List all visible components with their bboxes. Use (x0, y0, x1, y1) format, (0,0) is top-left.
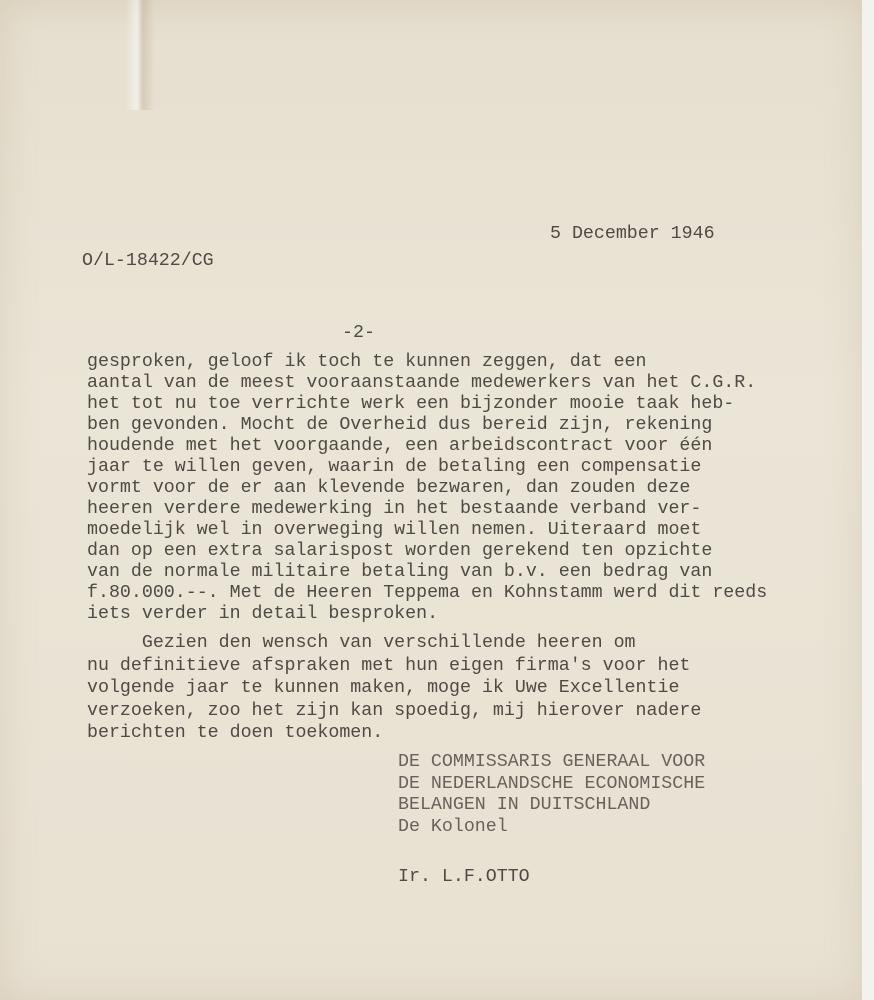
page-number: -2- (342, 323, 375, 343)
text-line: heeren verdere medewerking in het bestaande verband ver- (87, 499, 702, 519)
letter-date: 5 December 1946 (550, 224, 715, 244)
text-line: van de normale militaire betaling van b.v. een bedrag van (87, 562, 713, 582)
text-line: gesproken, geloof ik toch te kunnen zeggen, dat een (87, 352, 647, 372)
text-line: f.80.000.--. Met de Heeren Teppema en Kohnstamm werd dit reeds (87, 583, 768, 603)
signatory-name: Ir. L.F.OTTO (398, 867, 530, 887)
text-line: berichten te doen toekomen. (87, 723, 384, 743)
signature-line: DE COMMISSARIS GENERAAL VOOR (398, 752, 706, 772)
text-line: aantal van de meest vooraanstaande medewerkers van het C.G.R. (87, 373, 757, 393)
text-line: dan op een extra salarispost worden gerekend ten opzichte (87, 541, 713, 561)
text-line: ben gevonden. Mocht de Overheid dus bereid zijn, rekening (87, 415, 713, 435)
text-line: vormt voor de er aan klevende bezwaren, dan zouden deze (87, 478, 691, 498)
signature-line: De Kolonel (398, 816, 508, 837)
text-line: het tot nu toe verrichte werk een bijzonder mooie taak heb- (87, 394, 735, 414)
text-line: volgende jaar te kunnen maken, moge ik Uwe Excellentie (87, 678, 680, 698)
signature-line: BELANGEN IN DUITSCHLAND (398, 795, 651, 815)
signature-block (398, 752, 838, 838)
text-line: iets verder in detail besproken. (87, 604, 439, 624)
paper-crease (125, 0, 155, 110)
reference-number: O/L-18422/CG (82, 251, 214, 271)
text-line: houdende met het voorgaande, een arbeidscontract voor één (87, 436, 713, 456)
text-line: moedelijk wel in overweging willen nemen. Uiteraard moet (87, 520, 702, 540)
text-line: verzoeken, zoo het zijn kan spoedig, mij hierover nadere (87, 700, 702, 721)
body-paragraph-2 (87, 632, 847, 745)
text-line: nu definitieve afspraken met hun eigen firma's voor het (87, 655, 691, 676)
text-line: jaar te willen geven, waarin de betaling een compensatie (87, 457, 702, 477)
body-paragraph-1 (87, 352, 847, 625)
signature-line: DE NEDERLANDSCHE ECONOMISCHE (398, 773, 706, 794)
text-line: Gezien den wensch van verschillende heeren om (87, 633, 636, 653)
